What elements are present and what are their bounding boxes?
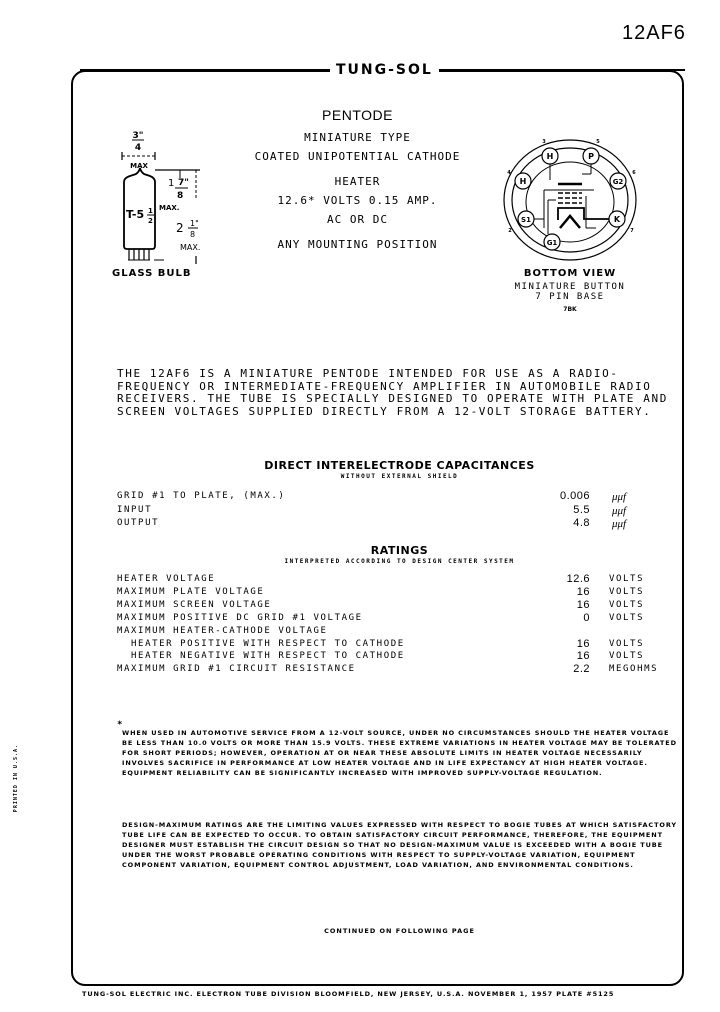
rating-row xyxy=(117,613,682,626)
svg-text:P: P xyxy=(588,152,594,161)
tube-class-title: PENTODE xyxy=(322,107,393,123)
row-label: HEATER NEGATIVE WITH RESPECT TO CATHODE xyxy=(117,651,405,661)
page-footer: TUNG-SOL ELECTRIC INC. ELECTRON TUBE DIVISION BLOOMFIELD, NEW JERSEY, U.S.A. NOVEMBER 1, 1957 PLATE #5125 xyxy=(82,990,615,998)
row-value: 16 xyxy=(576,586,590,598)
description-line: ANY MOUNTING POSITION xyxy=(277,238,438,251)
base-type-line: 7 PIN BASE xyxy=(535,292,605,302)
description-line: MINIATURE TYPE xyxy=(304,131,411,144)
svg-text:T-5: T-5 xyxy=(126,208,145,221)
row-value: 16 xyxy=(576,638,590,650)
row-value: 16 xyxy=(576,650,590,662)
row-unit: VOLTS xyxy=(609,600,645,610)
row-unit: VOLTS xyxy=(609,574,645,584)
rating-row xyxy=(117,600,682,613)
row-value: 16 xyxy=(576,599,590,611)
base-pin-diagram xyxy=(500,136,640,321)
svg-text:4: 4 xyxy=(507,170,511,176)
svg-text:1: 1 xyxy=(148,207,153,215)
svg-text:H: H xyxy=(519,177,527,186)
bottom-view-caption: BOTTOM VIEW xyxy=(523,268,617,279)
design-maximum-note: DESIGN-MAXIMUM RATINGS ARE THE LIMITING VALUES EXPRESSED WITH RESPECT TO BOGIE TUBES AT WHICH SATISFACTORY TUBE LIFE CAN BE EXPECTED TO OCCUR. TO OBTAIN SATISFACTORY CIRCUIT PERFORMANCE, THEREFORE, THE EQUIPMENT DESIGNER MUST ESTABLISH THE CIRCUIT DESIGN SO THAT NO DESIGN-MAXIMUM VALUE IS EXCEEDED WITH A BOGIE TUBE UNDER THE WORST PROBABLE OPERATING CONDITIONS WITH RESPECT TO SUPPLY-VOLTAGE VARIATION, EQUIPMENT COMPONENT VARIATION, EQUIPMENT CONTROL ADJUSTMENT, LOAD VARIATION, AND ENVIRONMENTAL CONDITIONS. xyxy=(122,821,678,869)
footnote-marker: * xyxy=(117,720,123,730)
svg-text:S1: S1 xyxy=(521,216,531,224)
base-type-line: MINIATURE BUTTON xyxy=(514,282,626,292)
svg-text:4: 4 xyxy=(134,143,142,153)
row-unit: VOLTS xyxy=(609,613,645,623)
pin-connection-icon xyxy=(500,136,640,266)
row-value: 4.8 xyxy=(573,517,590,529)
row-label: MAXIMUM HEATER-CATHODE VOLTAGE xyxy=(117,626,328,636)
row-label: HEATER POSITIVE WITH RESPECT TO CATHODE xyxy=(117,639,405,649)
rating-row xyxy=(117,651,682,664)
tube-description xyxy=(230,107,485,257)
svg-text:1: 1 xyxy=(168,178,175,189)
row-unit: μμf xyxy=(612,505,627,517)
description-line: AC OR DC xyxy=(327,213,388,226)
footnote-text: WHEN USED IN AUTOMOTIVE SERVICE FROM A 12-VOLT SOURCE, UNDER NO CIRCUMSTANCES SHOULD THE HEATER VOLTAGE BE LESS THAN 10.0 VOLTS OR MORE THAN 15.9 VOLTS. THESE EXTREME VARIATIONS IN HEATER VOLTAGE MAY BE TOLERATED FOR SHORT PERIODS; HOWEVER, OPERATION AT OR NEAR THESE ABSOLUTE LIMITS IN HEATER VOLTAGE NECESSARILY INVOLVES SACRIFICE IN PERFORMANCE AT LOW HEATER VOLTAGE AND IN LIFE EXPECTANCY AT HIGH HEATER VOLTAGE. EQUIPMENT RELIABILITY CAN BE SIGNIFICANTLY INCREASED WITH IMPROVED SUPPLY-VOLTAGE REGULATION. xyxy=(122,729,677,777)
bulb-outline-icon xyxy=(108,128,218,268)
row-label: MAXIMUM POSITIVE DC GRID #1 VOLTAGE xyxy=(117,613,363,623)
row-label: OUTPUT xyxy=(117,518,160,528)
capacitance-row xyxy=(117,505,682,518)
row-value: 0.006 xyxy=(559,490,590,502)
row-value: 12.6 xyxy=(566,573,590,585)
ratings-title: RATINGS xyxy=(370,544,429,557)
row-value: 2.2 xyxy=(573,663,590,675)
base-code: 7BK xyxy=(563,306,577,313)
svg-text:5: 5 xyxy=(596,139,600,145)
row-value: 0 xyxy=(583,612,590,624)
svg-text:G1: G1 xyxy=(546,239,558,247)
capacitance-row xyxy=(117,491,682,504)
bulb-outline-diagram xyxy=(108,128,218,293)
svg-text:7": 7" xyxy=(178,178,189,188)
rating-row xyxy=(117,587,682,600)
svg-text:H: H xyxy=(546,152,554,161)
svg-text:8: 8 xyxy=(177,191,184,201)
svg-text:7: 7 xyxy=(630,228,634,234)
svg-text:6: 6 xyxy=(632,170,636,176)
rating-row xyxy=(117,626,682,639)
row-unit: VOLTS xyxy=(609,639,645,649)
svg-text:1": 1" xyxy=(190,219,199,228)
row-unit: VOLTS xyxy=(609,587,645,597)
description-line: HEATER xyxy=(334,175,381,188)
row-label: MAXIMUM GRID #1 CIRCUIT RESISTANCE xyxy=(117,664,356,674)
row-label: HEATER VOLTAGE xyxy=(117,574,216,584)
description-line: COATED UNIPOTENTIAL CATHODE xyxy=(254,150,461,163)
svg-text:G2: G2 xyxy=(612,178,624,186)
description-line: 12.6* VOLTS 0.15 AMP. xyxy=(277,194,438,207)
svg-text:MAX.: MAX. xyxy=(180,243,201,252)
capacitance-row xyxy=(117,518,682,531)
row-label: MAXIMUM SCREEN VOLTAGE xyxy=(117,600,272,610)
row-label: GRID #1 TO PLATE, (MAX.) xyxy=(117,491,286,501)
tube-type-id: 12AF6 xyxy=(622,22,686,44)
rating-row xyxy=(117,664,682,677)
svg-text:3": 3" xyxy=(132,131,144,141)
printed-in-mark: PRINTED IN U.S.A. xyxy=(13,744,19,813)
ratings-subtitle: INTERPRETED ACCORDING TO DESIGN CENTER SYSTEM xyxy=(284,558,515,565)
row-unit: MEGOHMS xyxy=(609,664,659,674)
svg-text:8: 8 xyxy=(190,230,196,239)
svg-text:MAX: MAX xyxy=(130,162,148,170)
brand-logo: TUNG-SOL xyxy=(330,62,439,78)
svg-text:2: 2 xyxy=(508,228,512,234)
row-unit: VOLTS xyxy=(609,651,645,661)
bulb-caption: GLASS BULB xyxy=(112,268,192,279)
row-label: MAXIMUM PLATE VOLTAGE xyxy=(117,587,265,597)
row-label: INPUT xyxy=(117,505,153,515)
svg-text:K: K xyxy=(613,215,621,224)
rating-row xyxy=(117,574,682,587)
svg-text:2: 2 xyxy=(148,217,153,225)
capacitances-title: DIRECT INTERELECTRODE CAPACITANCES xyxy=(264,459,535,472)
svg-text:3: 3 xyxy=(542,139,546,145)
svg-text:2: 2 xyxy=(176,221,184,235)
row-unit: μμf xyxy=(612,518,627,530)
capacitances-subtitle: WITHOUT EXTERNAL SHIELD xyxy=(340,473,459,480)
row-value: 5.5 xyxy=(573,504,590,516)
intro-paragraph: THE 12AF6 IS A MINIATURE PENTODE INTENDED FOR USE AS A RADIO-FREQUENCY OR INTERMEDIATE-FREQUENCY AMPLIFIER IN AUTOMOBILE RADIO RECEIVERS. THE TUBE IS SPECIALLY DESIGNED TO OPERATE WITH PLATE AND SCREEN VOLTAGES SUPPLIED DIRECTLY FROM A 12-VOLT STORAGE BATTERY. xyxy=(117,367,668,418)
svg-text:MAX.: MAX. xyxy=(159,204,180,212)
continued-notice: CONTINUED ON FOLLOWING PAGE xyxy=(324,927,475,935)
row-unit: μμf xyxy=(612,491,627,503)
